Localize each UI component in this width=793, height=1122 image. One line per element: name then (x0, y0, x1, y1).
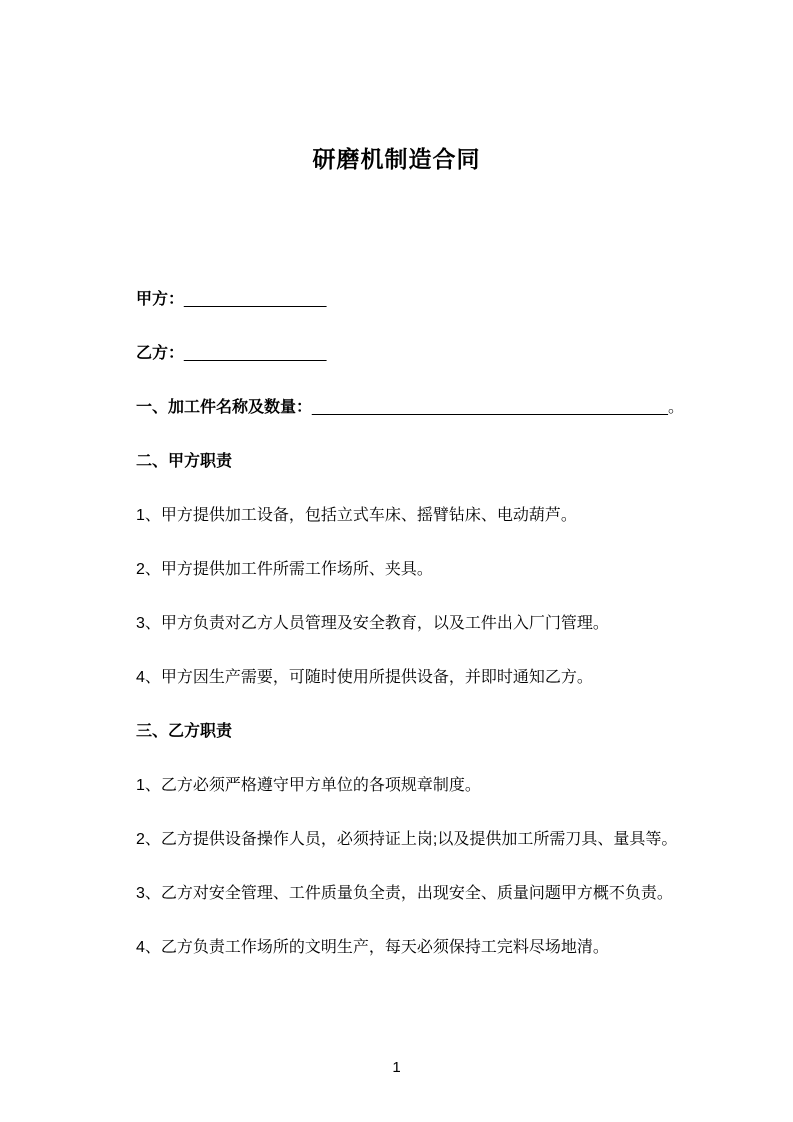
clause-quantity-period: 。 (667, 399, 684, 416)
section-a-item: 3、甲方负责对乙方人员管理及安全教育，以及工件出入厂门管理。 (136, 615, 609, 632)
section-b-item: 3、乙方对安全管理、工件质量负全责，出现安全、质量问题甲方概不负责。 (136, 885, 673, 902)
document-body (136, 289, 698, 991)
clause-quantity-blank: ________________________________________ (312, 399, 668, 416)
party-b-label: 乙方： (136, 345, 185, 362)
section-a-item: 2、甲方提供加工件所需工作场所、夹具。 (136, 561, 433, 578)
section-party-a-heading: 二、甲方职责 (136, 453, 233, 470)
document-title: 研磨机制造合同 (312, 146, 481, 172)
page-number: 1 (392, 1059, 401, 1076)
section-a-item: 1、甲方提供加工设备，包括立式车床、摇臂钻床、电动葫芦。 (136, 507, 577, 524)
clause-quantity-line (136, 397, 698, 418)
party-b-line (136, 343, 698, 364)
section-b-item: 1、乙方必须严格遵守甲方单位的各项规章制度。 (136, 777, 481, 794)
section-b-item: 4、乙方负责工作场所的文明生产，每天必须保持工完料尽场地清。 (136, 939, 609, 956)
party-a-label: 甲方： (136, 291, 185, 308)
party-a-line (136, 289, 698, 310)
party-b-blank: ________________ (184, 345, 327, 362)
section-a-item: 4、甲方因生产需要，可随时使用所提供设备，并即时通知乙方。 (136, 669, 593, 686)
party-a-blank: ________________ (184, 291, 327, 308)
section-party-b-heading: 三、乙方职责 (136, 723, 233, 740)
clause-quantity-label: 一、加工件名称及数量： (136, 399, 313, 416)
section-b-item: 2、乙方提供设备操作人员，必须持证上岗;以及提供加工所需刀具、量具等。 (136, 831, 678, 848)
